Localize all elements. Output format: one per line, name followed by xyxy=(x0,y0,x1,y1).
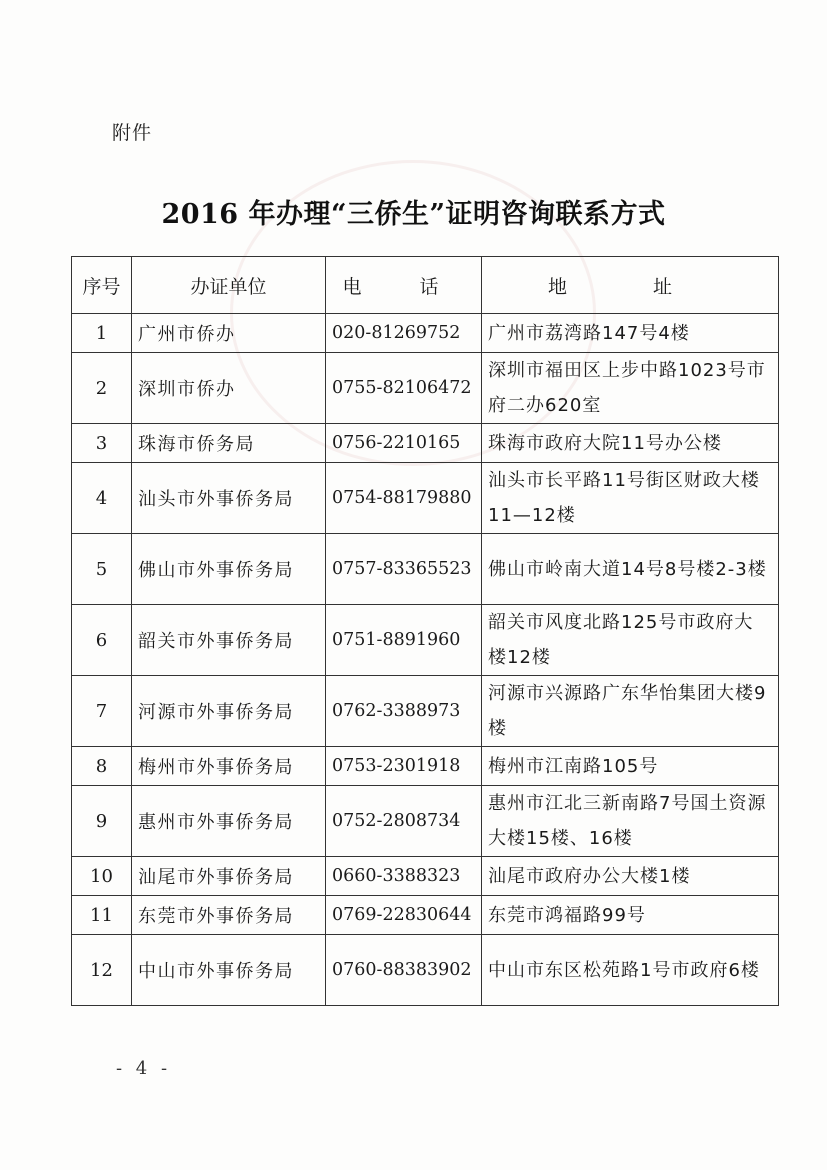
row-unit: 深圳市侨办 xyxy=(132,353,326,424)
row-unit: 汕头市外事侨务局 xyxy=(132,463,326,534)
row-phone: 0755-82106472 xyxy=(326,353,482,424)
row-unit: 韶关市外事侨务局 xyxy=(132,605,326,676)
row-phone: 0752-2808734 xyxy=(326,786,482,857)
row-phone: 0757-83365523 xyxy=(326,534,482,605)
row-unit: 河源市外事侨务局 xyxy=(132,676,326,747)
table-row xyxy=(72,786,779,857)
contact-table xyxy=(71,256,779,1006)
row-phone: 0754-88179880 xyxy=(326,463,482,534)
table-row xyxy=(72,424,779,463)
row-unit: 广州市侨办 xyxy=(132,314,326,353)
table-row xyxy=(72,935,779,1006)
row-unit: 汕尾市外事侨务局 xyxy=(132,857,326,896)
row-unit: 珠海市侨务局 xyxy=(132,424,326,463)
table-row xyxy=(72,534,779,605)
table-row xyxy=(72,353,779,424)
row-address: 河源市兴源路广东华怡集团大楼9楼 xyxy=(482,676,779,747)
row-unit: 中山市外事侨务局 xyxy=(132,935,326,1006)
row-no: 5 xyxy=(72,534,132,605)
row-no: 4 xyxy=(72,463,132,534)
header-address xyxy=(482,257,779,314)
header-phone xyxy=(326,257,482,314)
row-no: 8 xyxy=(72,747,132,786)
document-title: 2016 年办理“三侨生”证明咨询联系方式 xyxy=(161,199,666,230)
row-phone: 0756-2210165 xyxy=(326,424,482,463)
page-number: - 4 - xyxy=(116,1058,172,1079)
row-address: 中山市东区松苑路1号市政府6楼 xyxy=(482,935,779,1006)
row-unit: 佛山市外事侨务局 xyxy=(132,534,326,605)
table-row xyxy=(72,747,779,786)
row-address: 韶关市风度北路125号市政府大楼12楼 xyxy=(482,605,779,676)
table-row xyxy=(72,463,779,534)
header-unit: 办证单位 xyxy=(132,257,326,314)
row-no: 2 xyxy=(72,353,132,424)
row-no: 12 xyxy=(72,935,132,1006)
row-unit: 梅州市外事侨务局 xyxy=(132,747,326,786)
header-no: 序号 xyxy=(72,257,132,314)
row-address: 梅州市江南路105号 xyxy=(482,747,779,786)
row-unit: 东莞市外事侨务局 xyxy=(132,896,326,935)
row-no: 6 xyxy=(72,605,132,676)
table-row xyxy=(72,605,779,676)
row-address: 佛山市岭南大道14号8号楼2-3楼 xyxy=(482,534,779,605)
row-no: 10 xyxy=(72,857,132,896)
header-phone-label: 电 话 xyxy=(342,275,465,298)
row-phone: 020-81269752 xyxy=(326,314,482,353)
row-unit: 惠州市外事侨务局 xyxy=(132,786,326,857)
table-row xyxy=(72,676,779,747)
table-header-row xyxy=(72,257,779,314)
table-row xyxy=(72,896,779,935)
row-phone: 0762-3388973 xyxy=(326,676,482,747)
header-address-label: 地 址 xyxy=(547,275,713,298)
row-phone: 0751-8891960 xyxy=(326,605,482,676)
row-address: 东莞市鸿福路99号 xyxy=(482,896,779,935)
table-row xyxy=(72,857,779,896)
row-no: 7 xyxy=(72,676,132,747)
row-address: 广州市荔湾路147号4楼 xyxy=(482,314,779,353)
row-phone: 0760-88383902 xyxy=(326,935,482,1006)
row-address: 珠海市政府大院11号办公楼 xyxy=(482,424,779,463)
row-phone: 0753-2301918 xyxy=(326,747,482,786)
row-no: 11 xyxy=(72,896,132,935)
row-no: 1 xyxy=(72,314,132,353)
row-address: 惠州市江北三新南路7号国土资源大楼15楼、16楼 xyxy=(482,786,779,857)
row-no: 3 xyxy=(72,424,132,463)
row-no: 9 xyxy=(72,786,132,857)
table-row xyxy=(72,314,779,353)
attachment-label: 附件 xyxy=(112,122,153,144)
row-address: 汕头市长平路11号街区财政大楼11—12楼 xyxy=(482,463,779,534)
row-phone: 0660-3388323 xyxy=(326,857,482,896)
row-phone: 0769-22830644 xyxy=(326,896,482,935)
row-address: 深圳市福田区上步中路1023号市府二办620室 xyxy=(482,353,779,424)
row-address: 汕尾市政府办公大楼1楼 xyxy=(482,857,779,896)
